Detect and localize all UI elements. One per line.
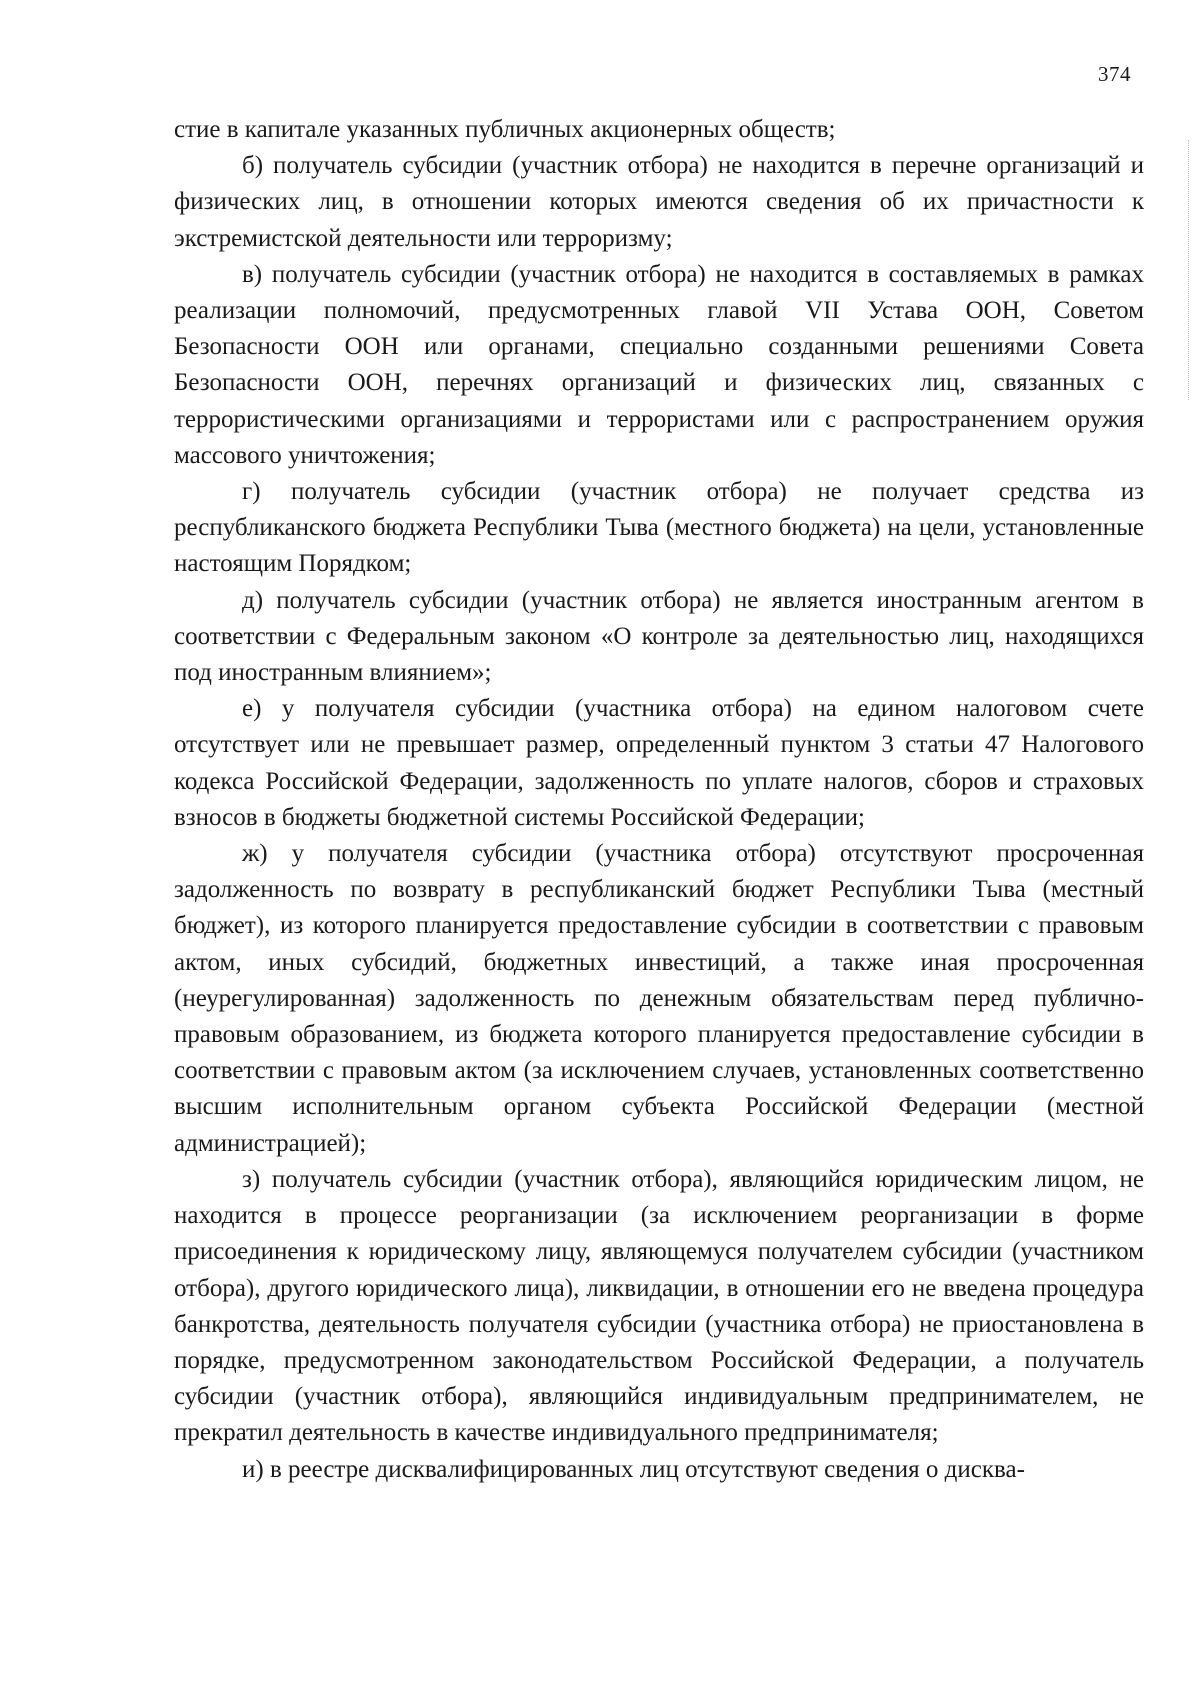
paragraph-i: и) в реестре дисквалифицированных лиц отсутствуют сведения о дисква- [242,1455,1025,1483]
paragraph-g: г) получатель субсидии (участник отбора) не получает средства из республиканского бюджета Республики Тыва (местного бюджета) на цели, установленные настоящим Порядком; [174,478,1144,578]
paragraph-d: д) получатель субсидии (участник отбора) не является иностранным агентом в соответствии с Федеральным законом «О контроле за деятельностью лиц, находящихся под иностранным влиянием»; [174,586,1144,687]
paragraph-b: б) получатель субсидии (участник отбора) не находится в перечне организаций и физических лиц, в отношении которых имеются сведения об их причастности к экстремистской деятельности или терроризму; [174,152,1144,252]
scan-edge-marks [1188,140,1192,400]
paragraph-e: е) у получателя субсидии (участника отбора) на едином налоговом счете отсутствует или не превышает размер, определенный пунктом 3 статьи 47 Налогового кодекса Российской Федерации, задолженность по уплате налогов, сборов и страховых взносов в бюджеты бюджетной системы Российской Федерации; [174,695,1144,831]
paragraph-zh: ж) у получателя субсидии (участника отбора) отсутствуют просроченная задолженность по возврату в республиканский бюджет Республики Тыва (местный бюджет), из которого планируется предоставление субсидии в соответствии с правовым актом, иных субсидий, бюджетных инвестиций, а также иная просроченная (неурегулированная) задолженность по денежным обязательствам перед публично-правовым образованием, из бюджета которого планируется предоставление субсидии в соответствии с правовым актом (за исключением случаев, установленных соответственно высшим исполнительным органом субъекта Российской Федерации (местной администрацией); [174,840,1144,1157]
paragraph-z: з) получатель субсидии (участник отбора), являющийся юридическим лицом, не находится в процессе реорганизации (за исключением реорганизации в форме присоединения к юридическому лицу, являющемуся получателем субсидии (участником отбора), другого юридического лица), ликвидации, в отношении его не введена процедура банкротства, деятельность получателя субсидии (участника отбора) не приостановлена в порядке, предусмотренном законодательством Российской Федерации, а получатель субсидии (участник отбора), являющийся индивидуальным предпринимателем, не прекратил деятельность в качестве индивидуального предпринимателя; [174,1165,1144,1447]
document-body [174,112,1144,1488]
paragraph-v: в) получатель субсидии (участник отбора) не находится в составляемых в рамках реализации полномочий, предусмотренных главой VII Устава ООН, Советом Безопасности ООН или органами, специально созданными решениями Совета Безопасности ООН, перечнях организаций и физических лиц, связанных с террористическими организациями и террористами или с распространением оружия массового уничтожения; [174,260,1144,469]
paragraph-continuation: стие в капитале указанных публичных акционерных обществ; [174,116,836,143]
page-number: 374 [1098,62,1131,86]
